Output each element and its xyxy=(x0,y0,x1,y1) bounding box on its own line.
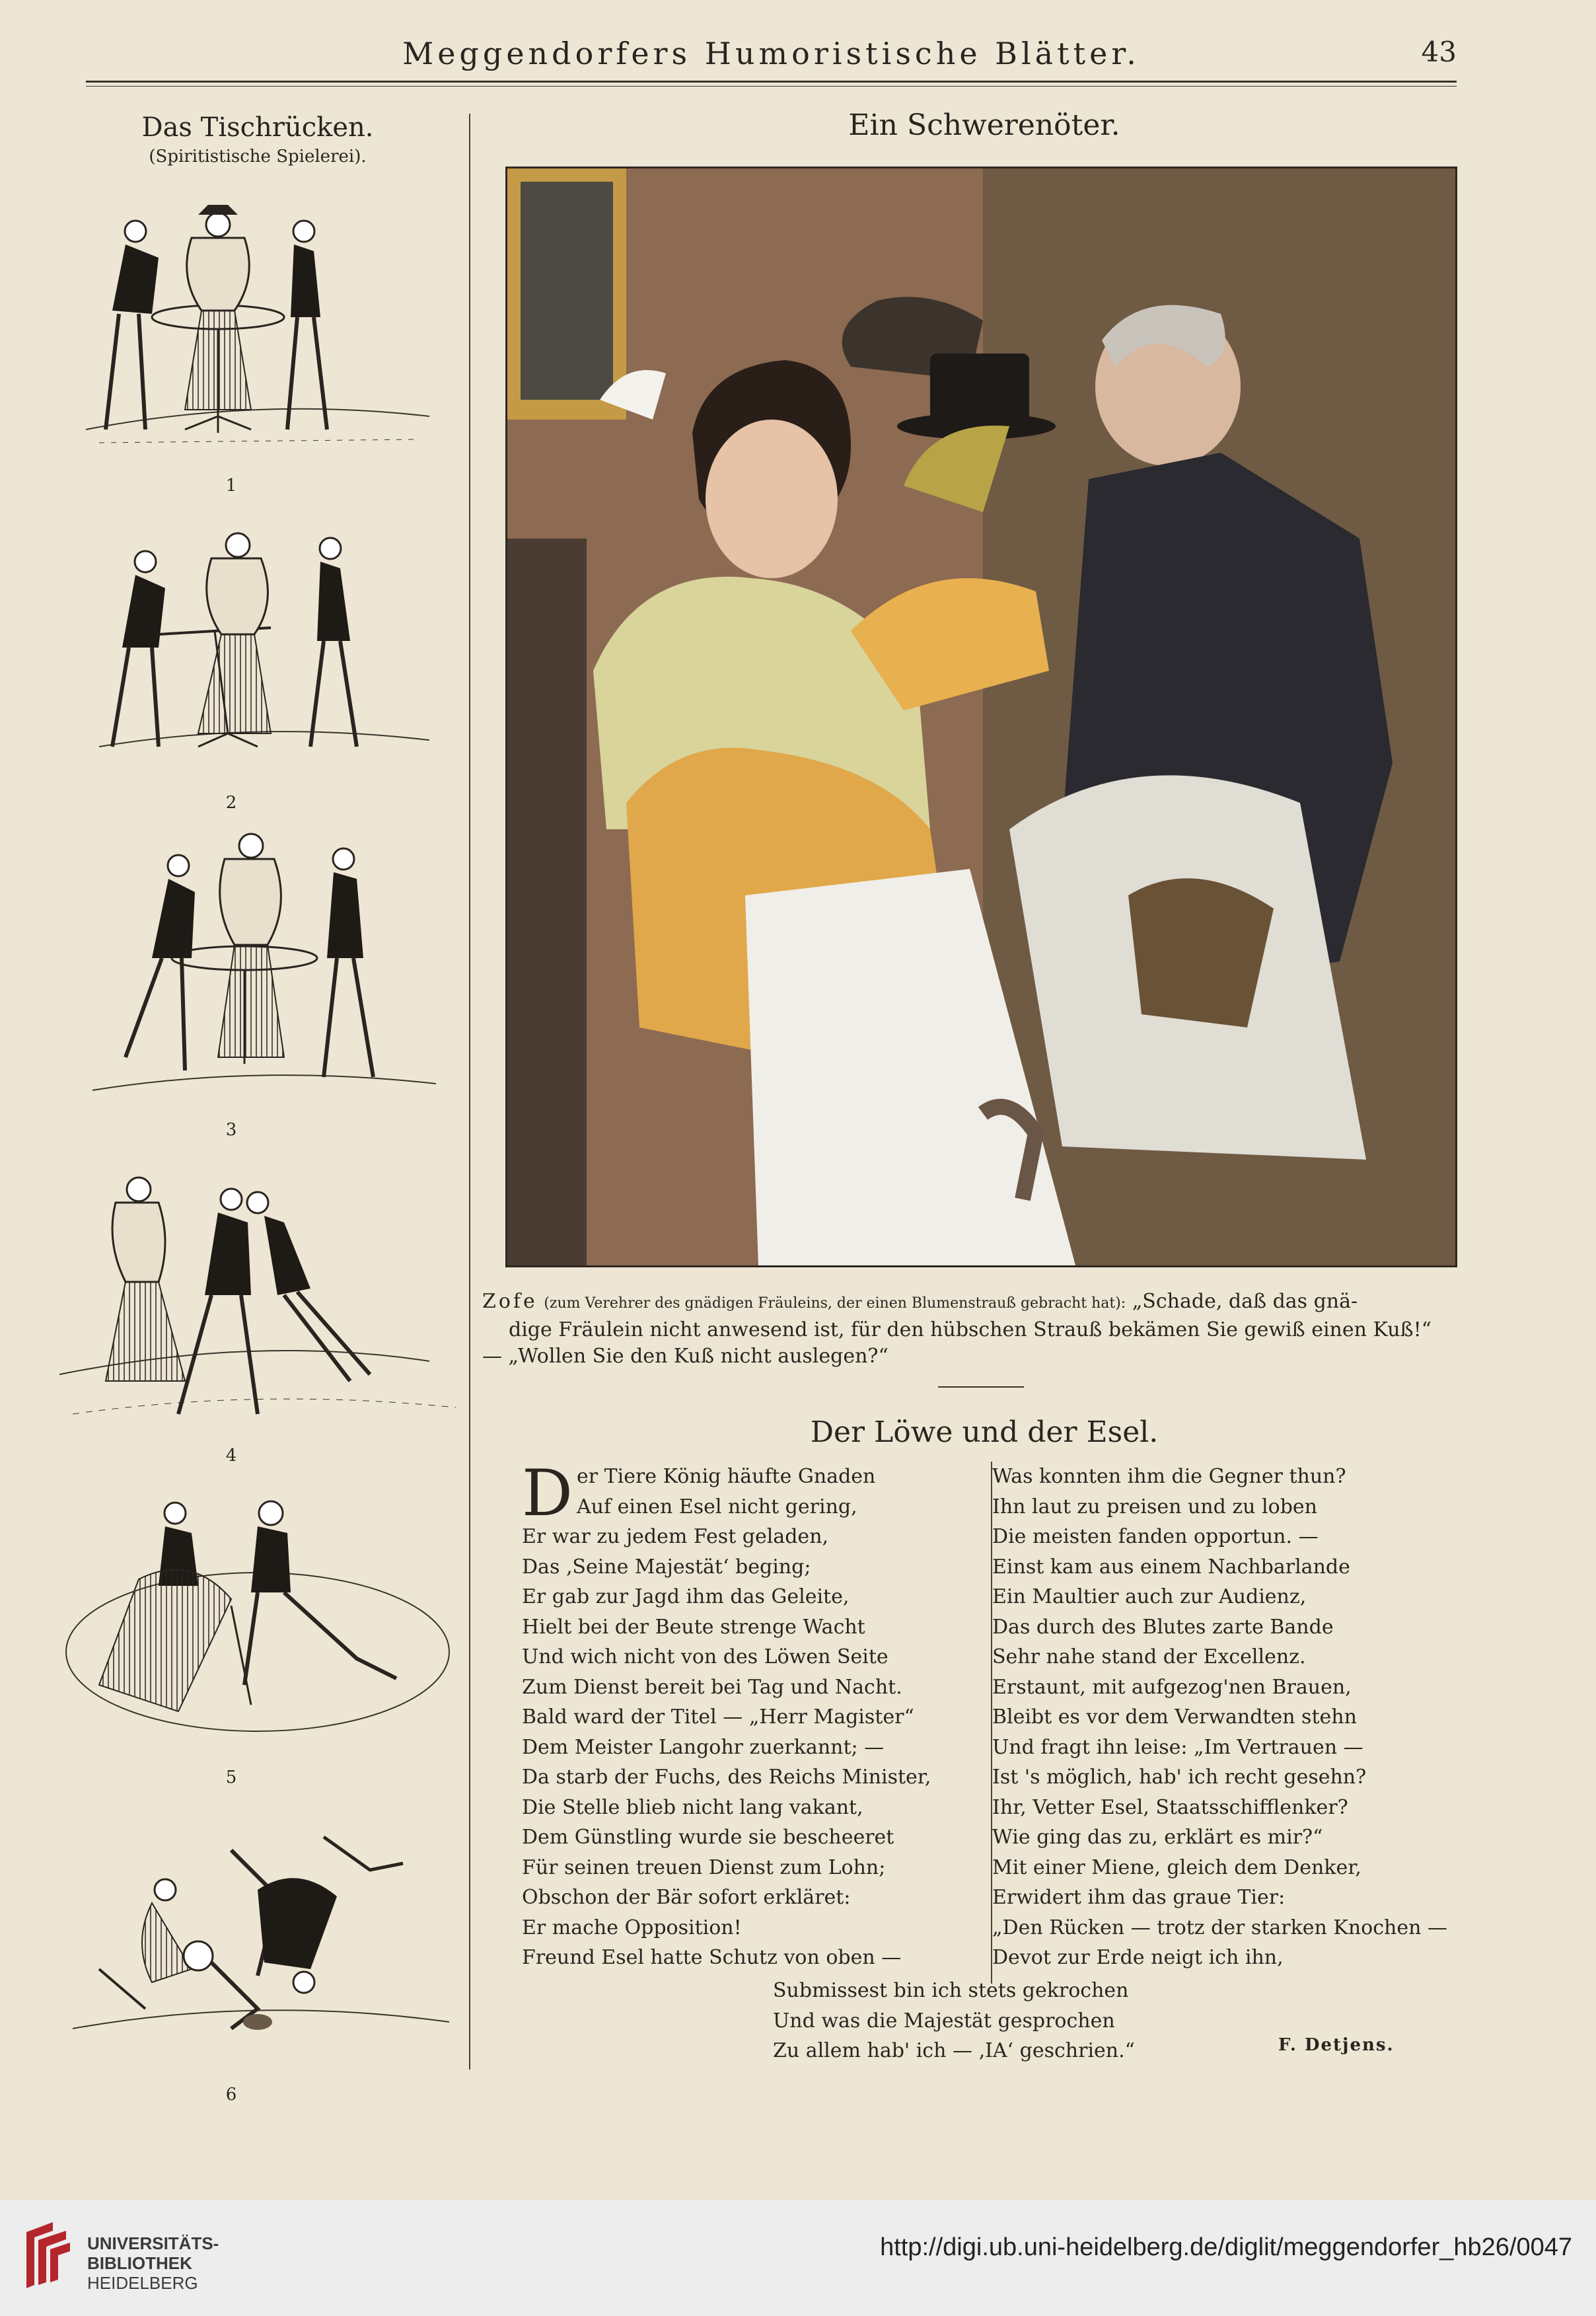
panel-number-4: 4 xyxy=(225,1446,237,1466)
caption-line-1: „Schade, daß das gnä- xyxy=(1132,1290,1358,1313)
panel-number-5: 5 xyxy=(225,1768,237,1787)
comic-title: Das Tischrücken. xyxy=(141,112,374,143)
poem-line: Erstaunt, mit aufgezog'nen Brauen, xyxy=(992,1675,1352,1699)
poem-line: Und fragt ihn leise: „Im Vertrauen — xyxy=(992,1735,1363,1759)
poem-line: er Tiere König häufte Gnaden xyxy=(576,1465,876,1488)
page-header xyxy=(86,32,1457,78)
poem-line: Er war zu jedem Fest geladen, xyxy=(522,1525,829,1548)
poem-line: Was konnten ihm die Gegner thun? xyxy=(992,1465,1346,1488)
panel-number-6: 6 xyxy=(225,2085,237,2105)
comic-panel-6 xyxy=(59,1811,456,2075)
poem-line: Hielt bei der Beute strenge Wacht xyxy=(522,1615,865,1639)
library-logo-icon xyxy=(20,2219,73,2292)
poem-line: Dem Meister Langohr zuerkannt; — xyxy=(522,1735,885,1759)
library-name-line-1: UNIVERSITÄTS- xyxy=(87,2233,219,2253)
poem-line: Submissest bin ich stets gekrochen xyxy=(773,1979,1129,2002)
caption-line-2: dige Fräulein nicht anwesend ist, für den hübschen Strauß bekämen Sie gewiß einen Kuß!“ xyxy=(509,1318,1432,1341)
poem-line: Dem Günstling wurde sie bescheeret xyxy=(522,1826,894,1849)
digitization-footer xyxy=(0,2200,1596,2316)
poem-line: Er mache Opposition! xyxy=(522,1916,742,1939)
panel-number-1: 1 xyxy=(225,476,237,496)
table-turning-sketch-icon xyxy=(59,1487,456,1764)
poem-line: Freund Esel hatte Schutz von oben — xyxy=(522,1946,902,1969)
poem-line: Ihn laut zu preisen und zu loben xyxy=(992,1495,1317,1518)
poem-line: Das durch des Blutes zarte Bande xyxy=(992,1615,1334,1639)
poem-line: Zu allem hab' ich — ‚IA‘ geschrien.“ xyxy=(773,2039,1135,2062)
poem-line: Er gab zur Jagd ihm das Geleite, xyxy=(522,1585,850,1608)
comic-panel-1 xyxy=(59,178,456,456)
comic-panel-3 xyxy=(59,826,456,1110)
source-url-link[interactable]: http://digi.ub.uni-heidelberg.de/diglit/meggendorfer_hb26/0047 xyxy=(880,2233,1572,2261)
poem-line: Bleibt es vor dem Verwandten stehn xyxy=(992,1705,1357,1729)
poem-line: Da starb der Fuchs, des Reichs Minister, xyxy=(522,1766,931,1789)
comic-subtitle: (Spiritistische Spielerei). xyxy=(149,147,367,167)
column-divider xyxy=(469,114,470,2070)
library-name xyxy=(87,2233,219,2293)
poem-line: Mit einer Miene, gleich dem Denker, xyxy=(992,1855,1361,1879)
library-name-line-3: HEIDELBERG xyxy=(87,2273,198,2293)
page-number: 43 xyxy=(1421,36,1457,68)
table-turning-sketch-icon xyxy=(59,509,456,773)
poem-line: Das ‚Seine Majestät‘ beging; xyxy=(522,1555,811,1579)
poem-left-column xyxy=(522,1456,945,1973)
poem-line: Die Stelle blieb nicht lang vakant, xyxy=(522,1795,863,1819)
poem-line: Und was die Majestät gesprochen xyxy=(773,2009,1115,2033)
poem-title: Der Löwe und der Esel. xyxy=(810,1415,1159,1449)
poem-line: Auf einen Esel nicht gering, xyxy=(576,1495,857,1518)
comic-panel-4 xyxy=(59,1163,456,1440)
section-separator xyxy=(938,1386,1024,1388)
poem-line: Ein Maultier auch zur Audienz, xyxy=(992,1585,1307,1608)
header-rule-thin xyxy=(86,86,1457,87)
poem-line: Und wich nicht von des Löwen Seite xyxy=(522,1645,889,1668)
illustration-caption xyxy=(482,1289,1460,1370)
caption-line-3: — „Wollen Sie den Kuß nicht auslegen?“ xyxy=(482,1345,889,1368)
poem-line: Einst kam aus einem Nachbarlande xyxy=(992,1555,1350,1579)
poem-closing-stanza xyxy=(773,1976,1135,2066)
poem-line: Für seinen treuen Dienst zum Lohn; xyxy=(522,1855,886,1879)
table-turning-sketch-icon xyxy=(59,826,456,1110)
maid-and-suitor-painting-icon xyxy=(507,168,1455,1265)
poem-line: Obschon der Bär sofort erkläret: xyxy=(522,1886,851,1909)
poem-line: Ist 's möglich, hab' ich recht gesehn? xyxy=(992,1766,1367,1789)
poem-line: Sehr nahe stand der Excellenz. xyxy=(992,1645,1306,1668)
panel-number-3: 3 xyxy=(225,1120,237,1140)
comic-panel-2 xyxy=(59,509,456,773)
poem-line: Wie ging das zu, erklärt es mir?“ xyxy=(992,1826,1323,1849)
caption-speaker: Zofe xyxy=(482,1290,538,1313)
poem-dropcap: D xyxy=(522,1456,573,1530)
table-turning-sketch-icon xyxy=(59,1163,456,1440)
header-rule xyxy=(86,81,1457,83)
poem-line: Zum Dienst bereit bei Tag und Nacht. xyxy=(522,1675,902,1699)
table-turning-sketch-icon xyxy=(59,178,456,456)
table-turning-sketch-icon xyxy=(59,1811,456,2075)
comic-panel-5 xyxy=(59,1487,456,1764)
poem-line: Die meisten fanden opportun. — xyxy=(992,1525,1319,1548)
poem-author: F. Detjens. xyxy=(1278,2035,1395,2055)
caption-stage-direction: (zum Verehrer des gnädigen Fräuleins, der einen Blumenstrauß gebracht hat): xyxy=(544,1295,1126,1312)
poem-line: Bald ward der Titel — „Herr Magister“ xyxy=(522,1705,914,1729)
poem-line: „Den Rücken — trotz der starken Knochen — xyxy=(992,1916,1447,1939)
poem-line: Ihr, Vetter Esel, Staatsschifflenker? xyxy=(992,1795,1348,1819)
illustration-ein-schwerenoeter xyxy=(505,167,1457,1267)
panel-number-2: 2 xyxy=(225,793,237,813)
poem-right-column xyxy=(991,1462,1455,1984)
illustration-title: Ein Schwerenöter. xyxy=(848,108,1120,142)
magazine-title: Meggendorfers Humoristische Blätter. xyxy=(402,36,1140,71)
library-name-line-2: BIBLIOTHEK xyxy=(87,2253,192,2273)
poem-line: Devot zur Erde neigt ich ihn, xyxy=(992,1946,1284,1969)
poem-line: Erwidert ihm das graue Tier: xyxy=(992,1886,1286,1909)
